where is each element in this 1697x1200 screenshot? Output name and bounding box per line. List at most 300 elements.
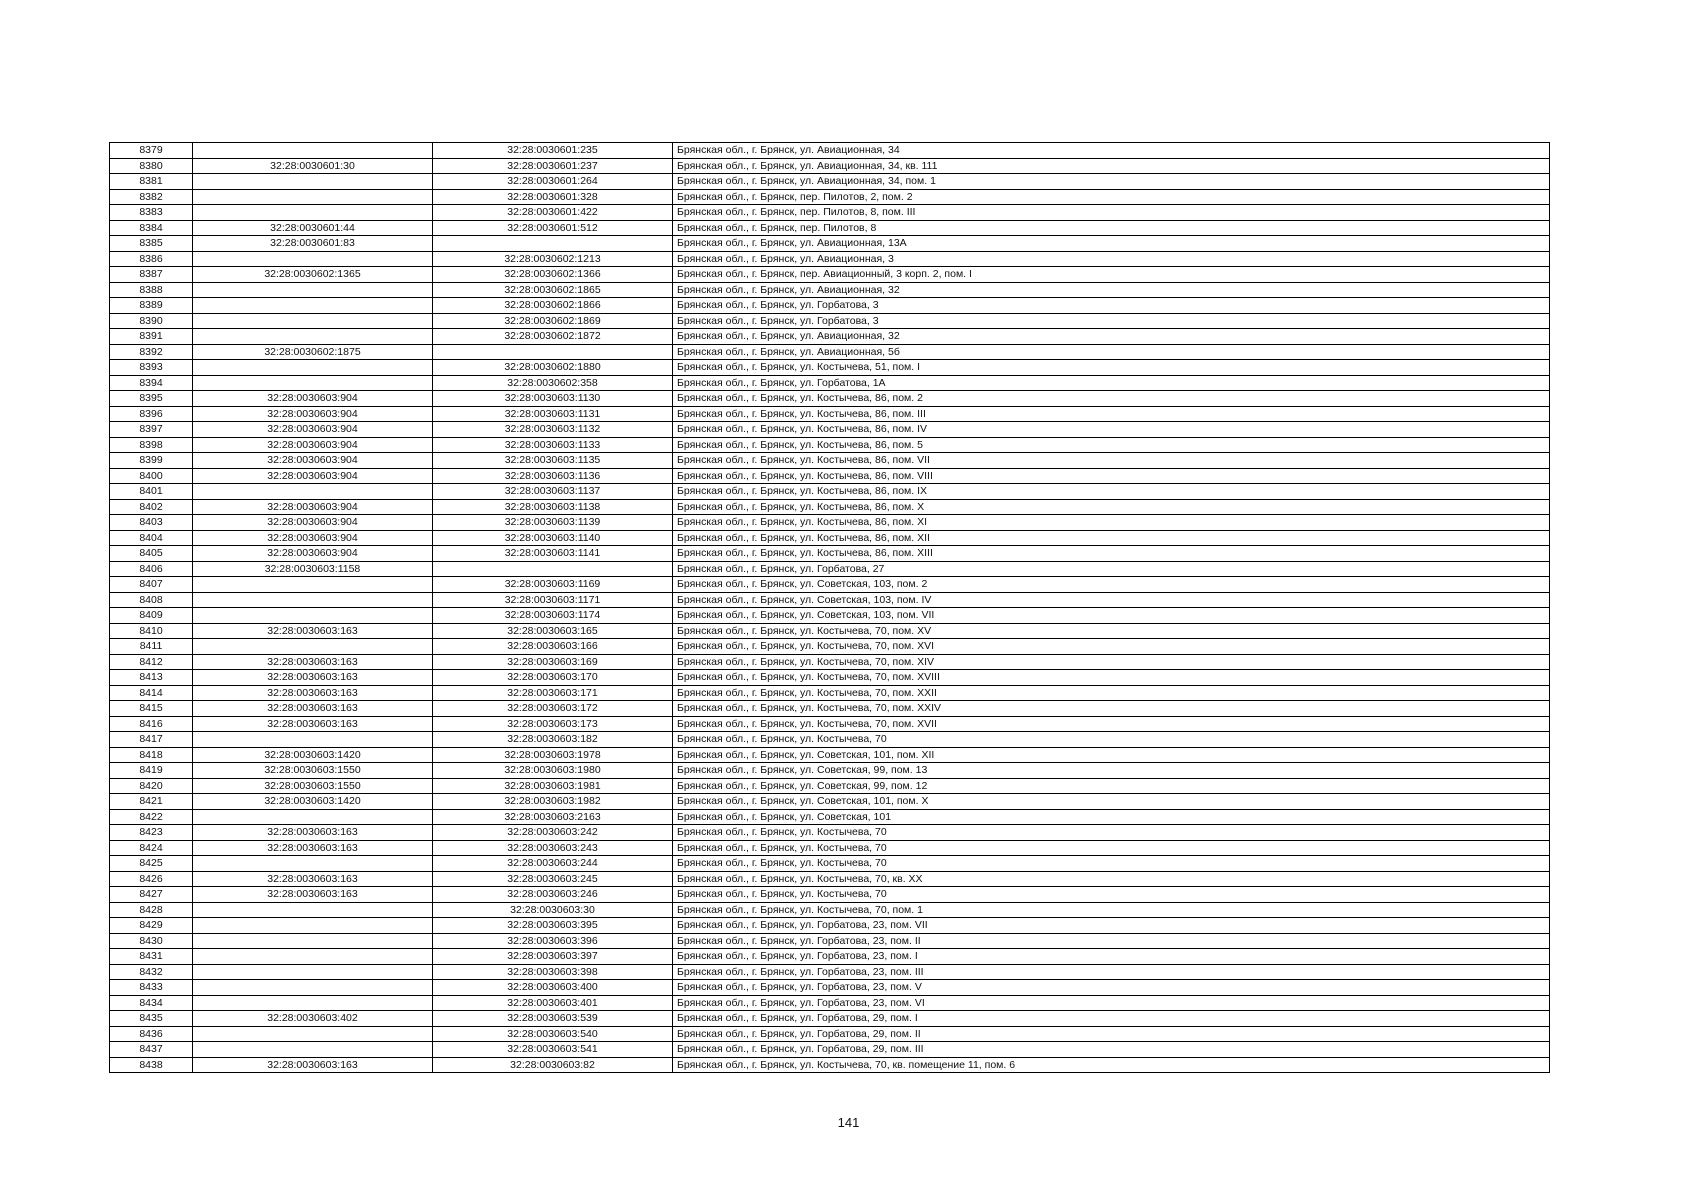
row-number-cell: 8386: [110, 251, 193, 267]
table-row: [110, 995, 1550, 1011]
address-cell: Брянская обл., г. Брянск, ул. Костычева, 86, пом. IV: [673, 422, 1550, 438]
parcel-cadastral-number-cell: 32:28:0030603:163: [193, 871, 433, 887]
table-row: [110, 1042, 1550, 1058]
object-cadastral-number-cell: 32:28:0030603:172: [433, 701, 673, 717]
parcel-cadastral-number-cell: 32:28:0030603:163: [193, 1057, 433, 1073]
object-cadastral-number-cell: 32:28:0030601:328: [433, 189, 673, 205]
data-table: [109, 142, 1550, 1073]
parcel-cadastral-number-cell: [193, 608, 433, 624]
row-number-cell: 8413: [110, 670, 193, 686]
table-row: [110, 189, 1550, 205]
row-number-cell: 8421: [110, 794, 193, 810]
parcel-cadastral-number-cell: 32:28:0030603:163: [193, 670, 433, 686]
row-number-cell: 8424: [110, 840, 193, 856]
row-number-cell: 8431: [110, 949, 193, 965]
table-row: [110, 499, 1550, 515]
address-cell: Брянская обл., г. Брянск, ул. Костычева, 86, пом. IX: [673, 484, 1550, 500]
object-cadastral-number-cell: 32:28:0030603:166: [433, 639, 673, 655]
object-cadastral-number-cell: 32:28:0030603:1982: [433, 794, 673, 810]
row-number-cell: 8414: [110, 685, 193, 701]
row-number-cell: 8398: [110, 437, 193, 453]
address-cell: Брянская обл., г. Брянск, ул. Горбатова, 29, пом. II: [673, 1026, 1550, 1042]
address-cell: Брянская обл., г. Брянск, ул. Костычева, 70, кв. помещение 11, пом. 6: [673, 1057, 1550, 1073]
parcel-cadastral-number-cell: [193, 995, 433, 1011]
page-number: 141: [837, 1115, 860, 1130]
object-cadastral-number-cell: 32:28:0030601:422: [433, 205, 673, 221]
object-cadastral-number-cell: 32:28:0030603:245: [433, 871, 673, 887]
object-cadastral-number-cell: 32:28:0030603:165: [433, 623, 673, 639]
row-number-cell: 8426: [110, 871, 193, 887]
table-row: [110, 422, 1550, 438]
row-number-cell: 8387: [110, 267, 193, 283]
parcel-cadastral-number-cell: 32:28:0030603:163: [193, 716, 433, 732]
address-cell: Брянская обл., г. Брянск, ул. Костычева, 70, пом. XXII: [673, 685, 1550, 701]
row-number-cell: 8401: [110, 484, 193, 500]
address-cell: Брянская обл., г. Брянск, ул. Горбатова, 3: [673, 298, 1550, 314]
address-cell: Брянская обл., г. Брянск, ул. Горбатова, 3: [673, 313, 1550, 329]
parcel-cadastral-number-cell: [193, 1042, 433, 1058]
table-row: [110, 871, 1550, 887]
parcel-cadastral-number-cell: 32:28:0030602:1365: [193, 267, 433, 283]
row-number-cell: 8436: [110, 1026, 193, 1042]
table-row: [110, 220, 1550, 236]
address-cell: Брянская обл., г. Брянск, ул. Костычева, 70: [673, 825, 1550, 841]
table-row: [110, 716, 1550, 732]
parcel-cadastral-number-cell: 32:28:0030601:83: [193, 236, 433, 252]
address-cell: Брянская обл., г. Брянск, ул. Авиационная, 34, кв. 111: [673, 158, 1550, 174]
table-row: [110, 1057, 1550, 1073]
object-cadastral-number-cell: 32:28:0030603:1171: [433, 592, 673, 608]
parcel-cadastral-number-cell: [193, 329, 433, 345]
object-cadastral-number-cell: 32:28:0030602:1872: [433, 329, 673, 345]
table-row: [110, 236, 1550, 252]
table-row: [110, 933, 1550, 949]
table-row: [110, 484, 1550, 500]
object-cadastral-number-cell: 32:28:0030601:512: [433, 220, 673, 236]
parcel-cadastral-number-cell: 32:28:0030603:904: [193, 437, 433, 453]
address-cell: Брянская обл., г. Брянск, ул. Костычева, 70, пом. XVII: [673, 716, 1550, 732]
row-number-cell: 8425: [110, 856, 193, 872]
parcel-cadastral-number-cell: [193, 174, 433, 190]
row-number-cell: 8405: [110, 546, 193, 562]
table-row: [110, 918, 1550, 934]
object-cadastral-number-cell: 32:28:0030603:1978: [433, 747, 673, 763]
object-cadastral-number-cell: [433, 561, 673, 577]
address-cell: Брянская обл., г. Брянск, ул. Горбатова, 23, пом. I: [673, 949, 1550, 965]
parcel-cadastral-number-cell: 32:28:0030603:163: [193, 825, 433, 841]
address-cell: Брянская обл., г. Брянск, ул. Советская, 101: [673, 809, 1550, 825]
address-cell: Брянская обл., г. Брянск, ул. Костычева, 70, пом. XVIII: [673, 670, 1550, 686]
parcel-cadastral-number-cell: 32:28:0030603:163: [193, 654, 433, 670]
object-cadastral-number-cell: 32:28:0030601:235: [433, 143, 673, 159]
table-row: [110, 329, 1550, 345]
parcel-cadastral-number-cell: 32:28:0030603:904: [193, 468, 433, 484]
table-row: [110, 298, 1550, 314]
row-number-cell: 8437: [110, 1042, 193, 1058]
table-row: [110, 809, 1550, 825]
parcel-cadastral-number-cell: 32:28:0030603:904: [193, 515, 433, 531]
row-number-cell: 8433: [110, 980, 193, 996]
table-row: [110, 577, 1550, 593]
address-cell: Брянская обл., г. Брянск, ул. Авиационная, 5б: [673, 344, 1550, 360]
table-row: [110, 158, 1550, 174]
parcel-cadastral-number-cell: [193, 809, 433, 825]
table-row: [110, 391, 1550, 407]
row-number-cell: 8381: [110, 174, 193, 190]
object-cadastral-number-cell: 32:28:0030603:539: [433, 1011, 673, 1027]
address-cell: Брянская обл., г. Брянск, пер. Пилотов, 2, пом. 2: [673, 189, 1550, 205]
address-cell: Брянская обл., г. Брянск, ул. Советская, 103, пом. VII: [673, 608, 1550, 624]
table-row: [110, 375, 1550, 391]
parcel-cadastral-number-cell: [193, 484, 433, 500]
row-number-cell: 8395: [110, 391, 193, 407]
address-cell: Брянская обл., г. Брянск, ул. Авиационная, 34, пом. 1: [673, 174, 1550, 190]
table-row: [110, 608, 1550, 624]
address-cell: Брянская обл., г. Брянск, ул. Костычева, 70, пом. XVI: [673, 639, 1550, 655]
row-number-cell: 8399: [110, 453, 193, 469]
table-body: [110, 143, 1550, 1073]
address-cell: Брянская обл., г. Брянск, ул. Авиационная, 34: [673, 143, 1550, 159]
address-cell: Брянская обл., г. Брянск, ул. Костычева, 86, пом. XII: [673, 530, 1550, 546]
table-row: [110, 701, 1550, 717]
parcel-cadastral-number-cell: [193, 577, 433, 593]
object-cadastral-number-cell: 32:28:0030602:1213: [433, 251, 673, 267]
object-cadastral-number-cell: 32:28:0030603:396: [433, 933, 673, 949]
address-cell: Брянская обл., г. Брянск, ул. Горбатова, 23, пом. III: [673, 964, 1550, 980]
parcel-cadastral-number-cell: 32:28:0030603:904: [193, 406, 433, 422]
row-number-cell: 8389: [110, 298, 193, 314]
table-row: [110, 546, 1550, 562]
object-cadastral-number-cell: 32:28:0030603:1135: [433, 453, 673, 469]
parcel-cadastral-number-cell: 32:28:0030603:904: [193, 546, 433, 562]
address-cell: Брянская обл., г. Брянск, ул. Советская, 103, пом. 2: [673, 577, 1550, 593]
object-cadastral-number-cell: 32:28:0030602:1866: [433, 298, 673, 314]
address-cell: Брянская обл., г. Брянск, ул. Горбатова, 23, пом. V: [673, 980, 1550, 996]
address-cell: Брянская обл., г. Брянск, ул. Советская, 101, пом. X: [673, 794, 1550, 810]
object-cadastral-number-cell: 32:28:0030603:1137: [433, 484, 673, 500]
table-row: [110, 794, 1550, 810]
object-cadastral-number-cell: 32:28:0030603:244: [433, 856, 673, 872]
table-row: [110, 1026, 1550, 1042]
object-cadastral-number-cell: [433, 236, 673, 252]
table-row: [110, 453, 1550, 469]
parcel-cadastral-number-cell: [193, 251, 433, 267]
address-cell: Брянская обл., г. Брянск, пер. Пилотов, 8: [673, 220, 1550, 236]
address-cell: Брянская обл., г. Брянск, ул. Костычева, 70, пом. 1: [673, 902, 1550, 918]
object-cadastral-number-cell: 32:28:0030603:395: [433, 918, 673, 934]
object-cadastral-number-cell: 32:28:0030603:397: [433, 949, 673, 965]
address-cell: Брянская обл., г. Брянск, ул. Горбатова, 23, пом. VI: [673, 995, 1550, 1011]
parcel-cadastral-number-cell: [193, 298, 433, 314]
object-cadastral-number-cell: 32:28:0030603:182: [433, 732, 673, 748]
row-number-cell: 8412: [110, 654, 193, 670]
address-cell: Брянская обл., г. Брянск, ул. Горбатова, 29, пом. III: [673, 1042, 1550, 1058]
address-cell: Брянская обл., г. Брянск, ул. Костычева, 70, кв. XX: [673, 871, 1550, 887]
table-row: [110, 964, 1550, 980]
address-cell: Брянская обл., г. Брянск, ул. Костычева, 70, пом. XV: [673, 623, 1550, 639]
parcel-cadastral-number-cell: 32:28:0030601:30: [193, 158, 433, 174]
address-cell: Брянская обл., г. Брянск, ул. Авиационная, 3: [673, 251, 1550, 267]
object-cadastral-number-cell: 32:28:0030603:171: [433, 685, 673, 701]
object-cadastral-number-cell: 32:28:0030601:264: [433, 174, 673, 190]
row-number-cell: 8383: [110, 205, 193, 221]
object-cadastral-number-cell: 32:28:0030603:170: [433, 670, 673, 686]
object-cadastral-number-cell: 32:28:0030603:30: [433, 902, 673, 918]
object-cadastral-number-cell: 32:28:0030603:1131: [433, 406, 673, 422]
object-cadastral-number-cell: 32:28:0030603:1136: [433, 468, 673, 484]
row-number-cell: 8388: [110, 282, 193, 298]
parcel-cadastral-number-cell: [193, 964, 433, 980]
address-cell: Брянская обл., г. Брянск, ул. Костычева, 70: [673, 840, 1550, 856]
object-cadastral-number-cell: 32:28:0030603:169: [433, 654, 673, 670]
parcel-cadastral-number-cell: 32:28:0030603:1158: [193, 561, 433, 577]
object-cadastral-number-cell: 32:28:0030603:246: [433, 887, 673, 903]
row-number-cell: 8403: [110, 515, 193, 531]
address-cell: Брянская обл., г. Брянск, ул. Горбатова, 29, пом. I: [673, 1011, 1550, 1027]
address-cell: Брянская обл., г. Брянск, пер. Авиационный, 3 корп. 2, пом. I: [673, 267, 1550, 283]
row-number-cell: 8419: [110, 763, 193, 779]
address-cell: Брянская обл., г. Брянск, ул. Советская, 101, пом. XII: [673, 747, 1550, 763]
row-number-cell: 8400: [110, 468, 193, 484]
table-row: [110, 251, 1550, 267]
row-number-cell: 8432: [110, 964, 193, 980]
table-row: [110, 592, 1550, 608]
parcel-cadastral-number-cell: [193, 360, 433, 376]
parcel-cadastral-number-cell: [193, 856, 433, 872]
address-cell: Брянская обл., г. Брянск, ул. Костычева, 86, пом. X: [673, 499, 1550, 515]
table-row: [110, 685, 1550, 701]
object-cadastral-number-cell: 32:28:0030603:540: [433, 1026, 673, 1042]
address-cell: Брянская обл., г. Брянск, ул. Костычева, 86, пом. VIII: [673, 468, 1550, 484]
row-number-cell: 8390: [110, 313, 193, 329]
parcel-cadastral-number-cell: 32:28:0030603:904: [193, 499, 433, 515]
row-number-cell: 8434: [110, 995, 193, 1011]
table-row: [110, 949, 1550, 965]
parcel-cadastral-number-cell: [193, 205, 433, 221]
parcel-cadastral-number-cell: 32:28:0030603:1420: [193, 794, 433, 810]
row-number-cell: 8422: [110, 809, 193, 825]
row-number-cell: 8428: [110, 902, 193, 918]
object-cadastral-number-cell: 32:28:0030603:1169: [433, 577, 673, 593]
table-row: [110, 468, 1550, 484]
parcel-cadastral-number-cell: [193, 918, 433, 934]
parcel-cadastral-number-cell: 32:28:0030603:1420: [193, 747, 433, 763]
parcel-cadastral-number-cell: [193, 375, 433, 391]
row-number-cell: 8416: [110, 716, 193, 732]
table-row: [110, 887, 1550, 903]
parcel-cadastral-number-cell: 32:28:0030603:904: [193, 391, 433, 407]
row-number-cell: 8427: [110, 887, 193, 903]
row-number-cell: 8380: [110, 158, 193, 174]
row-number-cell: 8385: [110, 236, 193, 252]
parcel-cadastral-number-cell: [193, 592, 433, 608]
row-number-cell: 8404: [110, 530, 193, 546]
row-number-cell: 8394: [110, 375, 193, 391]
object-cadastral-number-cell: 32:28:0030603:2163: [433, 809, 673, 825]
object-cadastral-number-cell: 32:28:0030603:1174: [433, 608, 673, 624]
row-number-cell: 8393: [110, 360, 193, 376]
object-cadastral-number-cell: 32:28:0030601:237: [433, 158, 673, 174]
table-row: [110, 437, 1550, 453]
address-cell: Брянская обл., г. Брянск, ул. Костычева, 70: [673, 856, 1550, 872]
table-row: [110, 654, 1550, 670]
address-cell: Брянская обл., г. Брянск, ул. Горбатова, 23, пом. II: [673, 933, 1550, 949]
address-cell: Брянская обл., г. Брянск, ул. Костычева, 86, пом. 2: [673, 391, 1550, 407]
object-cadastral-number-cell: 32:28:0030603:541: [433, 1042, 673, 1058]
object-cadastral-number-cell: 32:28:0030603:400: [433, 980, 673, 996]
address-cell: Брянская обл., г. Брянск, ул. Костычева, 86, пом. 5: [673, 437, 1550, 453]
object-cadastral-number-cell: 32:28:0030603:1140: [433, 530, 673, 546]
row-number-cell: 8391: [110, 329, 193, 345]
address-cell: Брянская обл., г. Брянск, ул. Горбатова, 1А: [673, 375, 1550, 391]
table-row: [110, 530, 1550, 546]
table-row: [110, 747, 1550, 763]
parcel-cadastral-number-cell: 32:28:0030601:44: [193, 220, 433, 236]
address-cell: Брянская обл., г. Брянск, ул. Советская, 99, пом. 12: [673, 778, 1550, 794]
object-cadastral-number-cell: 32:28:0030603:1141: [433, 546, 673, 562]
parcel-cadastral-number-cell: 32:28:0030603:904: [193, 453, 433, 469]
parcel-cadastral-number-cell: [193, 189, 433, 205]
object-cadastral-number-cell: [433, 344, 673, 360]
object-cadastral-number-cell: 32:28:0030603:1133: [433, 437, 673, 453]
row-number-cell: 8402: [110, 499, 193, 515]
parcel-cadastral-number-cell: 32:28:0030603:1550: [193, 778, 433, 794]
table-row: [110, 902, 1550, 918]
parcel-cadastral-number-cell: 32:28:0030603:402: [193, 1011, 433, 1027]
parcel-cadastral-number-cell: 32:28:0030603:904: [193, 422, 433, 438]
parcel-cadastral-number-cell: 32:28:0030603:163: [193, 623, 433, 639]
table-row: [110, 778, 1550, 794]
object-cadastral-number-cell: 32:28:0030603:82: [433, 1057, 673, 1073]
address-cell: Брянская обл., г. Брянск, ул. Костычева, 70, пом. XIV: [673, 654, 1550, 670]
address-cell: Брянская обл., г. Брянск, ул. Костычева, 51, пом. I: [673, 360, 1550, 376]
object-cadastral-number-cell: 32:28:0030602:1880: [433, 360, 673, 376]
row-number-cell: 8384: [110, 220, 193, 236]
address-cell: Брянская обл., г. Брянск, ул. Авиационная, 13А: [673, 236, 1550, 252]
address-cell: Брянская обл., г. Брянск, ул. Костычева, 70: [673, 732, 1550, 748]
row-number-cell: 8392: [110, 344, 193, 360]
address-cell: Брянская обл., г. Брянск, ул. Костычева, 86, пом. VII: [673, 453, 1550, 469]
table-row: [110, 205, 1550, 221]
row-number-cell: 8418: [110, 747, 193, 763]
row-number-cell: 8420: [110, 778, 193, 794]
table-row: [110, 406, 1550, 422]
object-cadastral-number-cell: 32:28:0030603:1130: [433, 391, 673, 407]
row-number-cell: 8415: [110, 701, 193, 717]
table-row: [110, 561, 1550, 577]
table-row: [110, 980, 1550, 996]
address-cell: Брянская обл., г. Брянск, ул. Костычева, 70: [673, 887, 1550, 903]
table-row: [110, 360, 1550, 376]
row-number-cell: 8430: [110, 933, 193, 949]
object-cadastral-number-cell: 32:28:0030603:1139: [433, 515, 673, 531]
table-row: [110, 267, 1550, 283]
table-row: [110, 1011, 1550, 1027]
row-number-cell: 8423: [110, 825, 193, 841]
table-row: [110, 763, 1550, 779]
address-cell: Брянская обл., г. Брянск, ул. Костычева, 86, пом. XI: [673, 515, 1550, 531]
address-cell: Брянская обл., г. Брянск, ул. Советская, 99, пом. 13: [673, 763, 1550, 779]
object-cadastral-number-cell: 32:28:0030603:243: [433, 840, 673, 856]
object-cadastral-number-cell: 32:28:0030603:1132: [433, 422, 673, 438]
address-cell: Брянская обл., г. Брянск, ул. Костычева, 86, пом. III: [673, 406, 1550, 422]
object-cadastral-number-cell: 32:28:0030602:358: [433, 375, 673, 391]
parcel-cadastral-number-cell: [193, 282, 433, 298]
table-row: [110, 143, 1550, 159]
parcel-cadastral-number-cell: [193, 1026, 433, 1042]
table-row: [110, 623, 1550, 639]
parcel-cadastral-number-cell: 32:28:0030603:163: [193, 840, 433, 856]
address-cell: Брянская обл., г. Брянск, ул. Горбатова, 27: [673, 561, 1550, 577]
table-row: [110, 840, 1550, 856]
object-cadastral-number-cell: 32:28:0030603:1980: [433, 763, 673, 779]
address-cell: Брянская обл., г. Брянск, ул. Авиационная, 32: [673, 329, 1550, 345]
table-row: [110, 825, 1550, 841]
row-number-cell: 8435: [110, 1011, 193, 1027]
table-row: [110, 732, 1550, 748]
parcel-cadastral-number-cell: [193, 143, 433, 159]
table-row: [110, 174, 1550, 190]
object-cadastral-number-cell: 32:28:0030602:1366: [433, 267, 673, 283]
parcel-cadastral-number-cell: 32:28:0030603:163: [193, 685, 433, 701]
row-number-cell: 8429: [110, 918, 193, 934]
row-number-cell: 8410: [110, 623, 193, 639]
object-cadastral-number-cell: 32:28:0030603:173: [433, 716, 673, 732]
parcel-cadastral-number-cell: 32:28:0030603:904: [193, 530, 433, 546]
parcel-cadastral-number-cell: 32:28:0030602:1875: [193, 344, 433, 360]
row-number-cell: 8409: [110, 608, 193, 624]
row-number-cell: 8408: [110, 592, 193, 608]
parcel-cadastral-number-cell: [193, 949, 433, 965]
object-cadastral-number-cell: 32:28:0030602:1869: [433, 313, 673, 329]
table-row: [110, 344, 1550, 360]
parcel-cadastral-number-cell: [193, 639, 433, 655]
object-cadastral-number-cell: 32:28:0030603:1981: [433, 778, 673, 794]
address-cell: Брянская обл., г. Брянск, пер. Пилотов, 8, пом. III: [673, 205, 1550, 221]
table-row: [110, 515, 1550, 531]
address-cell: Брянская обл., г. Брянск, ул. Горбатова, 23, пом. VII: [673, 918, 1550, 934]
address-cell: Брянская обл., г. Брянск, ул. Костычева, 86, пом. XIII: [673, 546, 1550, 562]
parcel-cadastral-number-cell: 32:28:0030603:163: [193, 701, 433, 717]
parcel-cadastral-number-cell: [193, 732, 433, 748]
table-row: [110, 639, 1550, 655]
table-row: [110, 856, 1550, 872]
object-cadastral-number-cell: 32:28:0030603:401: [433, 995, 673, 1011]
row-number-cell: 8417: [110, 732, 193, 748]
address-cell: Брянская обл., г. Брянск, ул. Советская, 103, пом. IV: [673, 592, 1550, 608]
row-number-cell: 8411: [110, 639, 193, 655]
address-cell: Брянская обл., г. Брянск, ул. Авиационная, 32: [673, 282, 1550, 298]
object-cadastral-number-cell: 32:28:0030603:398: [433, 964, 673, 980]
table-row: [110, 282, 1550, 298]
parcel-cadastral-number-cell: 32:28:0030603:163: [193, 887, 433, 903]
table-row: [110, 670, 1550, 686]
parcel-cadastral-number-cell: [193, 933, 433, 949]
object-cadastral-number-cell: 32:28:0030602:1865: [433, 282, 673, 298]
row-number-cell: 8379: [110, 143, 193, 159]
row-number-cell: 8406: [110, 561, 193, 577]
row-number-cell: 8397: [110, 422, 193, 438]
parcel-cadastral-number-cell: [193, 980, 433, 996]
object-cadastral-number-cell: 32:28:0030603:1138: [433, 499, 673, 515]
parcel-cadastral-number-cell: 32:28:0030603:1550: [193, 763, 433, 779]
table-row: [110, 313, 1550, 329]
row-number-cell: 8407: [110, 577, 193, 593]
row-number-cell: 8396: [110, 406, 193, 422]
parcel-cadastral-number-cell: [193, 902, 433, 918]
address-cell: Брянская обл., г. Брянск, ул. Костычева, 70, пом. XXIV: [673, 701, 1550, 717]
object-cadastral-number-cell: 32:28:0030603:242: [433, 825, 673, 841]
